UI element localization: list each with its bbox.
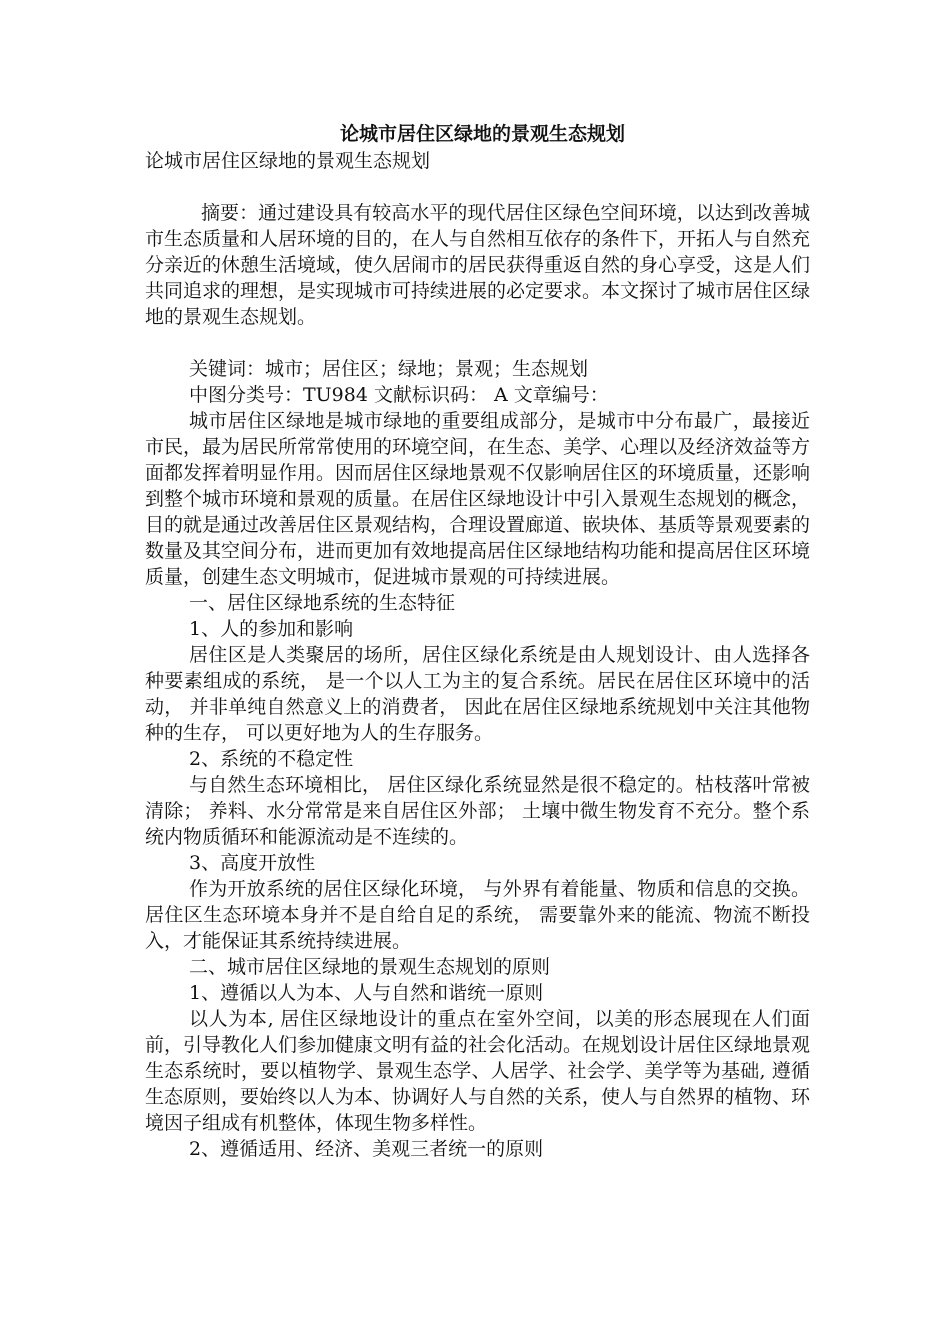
subsection-heading: 2、系统的不稳定性 — [189, 748, 354, 770]
body-paragraph: 居住区是人类聚居的场所，居住区绿化系统是由人规划设计、由人选择各种要素组成的系统， 是一个以人工为主的复合系统。居民在居住区环境中的活动， 并非单纯自然意义上的消费者， 因此在居住区绿地系统规划中关注其他物种的生存， 可以更好地为人的生存服务。 — [145, 644, 810, 744]
body-paragraph: 与自然生态环境相比， 居住区绿化系统显然是很不稳定的。枯枝落叶常被清除； 养料、水分常常是来自居住区外部； 土壤中微生物发育不充分。整个系统内物质循环和能源流动是不连续的。 — [145, 774, 810, 848]
section-heading: 二、城市居住区绿地的景观生态规划的原则 — [189, 956, 551, 978]
classification-line: 中图分类号：TU984 文献标识码： A 文章编号： — [189, 384, 609, 406]
subsection-heading: 1、人的参加和影响 — [189, 618, 354, 640]
keywords-line: 关键词：城市；居住区；绿地；景观；生态规划 — [189, 358, 589, 380]
spacer — [145, 174, 810, 200]
subsection-heading: 2、遵循适用、经济、美观三者统一的原则 — [189, 1138, 544, 1160]
intro-paragraph: 城市居住区绿地是城市绿地的重要组成部分，是城市中分布最广，最接近市民，最为居民所常常使用的环境空间，在生态、美学、心理以及经济效益等方面都发挥着明显作用。因而居住区绿地景观不仅影响居住区的环境质量，还影响到整个城市环境和景观的质量。在居住区绿地设计中引入景观生态规划的概念，目的就是通过改善居住区景观结构，合理设置廊道、嵌块体、基质等景观要素的数量及其空间分布，进而更加有效地提高居住区绿地结构功能和提高居住区环境质量，创建生态文明城市，促进城市景观的可持续进展。 — [145, 410, 811, 588]
abstract-paragraph: 摘要：通过建设具有较高水平的现代居住区绿色空间环境，以达到改善城市生态质量和人居环境的目的，在人与自然相互依存的条件下，开拓人与自然充分亲近的休憩生活境域，使久居闹市的居民获得重返自然的身心享受，这是人们共同追求的理想，是实现城市可持续进展的必定要求。本文探讨了城市居住区绿地的景观生态规划。 — [145, 202, 811, 328]
spacer — [145, 330, 810, 356]
document-subtitle: 论城市居住区绿地的景观生态规划 — [145, 150, 431, 172]
section-heading: 一、居住区绿地系统的生态特征 — [189, 592, 456, 614]
document-page — [145, 120, 810, 1162]
document-title: 论城市居住区绿地的景观生态规划 — [339, 123, 625, 145]
subsection-heading: 1、遵循以人为本、人与自然和谐统一原则 — [189, 982, 544, 1004]
subsection-heading: 3、高度开放性 — [189, 852, 316, 874]
body-paragraph: 以人为本, 居住区绿地设计的重点在室外空间，以美的形态展现在人们面前，引导教化人们参加健康文明有益的社会化活动。在规划设计居住区绿地景观生态系统时，要以植物学、景观生态学、人居学、社会学、美学等为基础, 遵循生态原则，要始终以人为本、协调好人与自然的关系，使人与自然界的植物、环境因子组成有机整体，体现生物多样性。 — [145, 1008, 811, 1134]
body-paragraph: 作为开放系统的居住区绿化环境， 与外界有着能量、物质和信息的交换。居住区生态环境本身并不是自给自足的系统， 需要靠外来的能流、物流不断投入，才能保证其系统持续进展。 — [145, 878, 810, 952]
